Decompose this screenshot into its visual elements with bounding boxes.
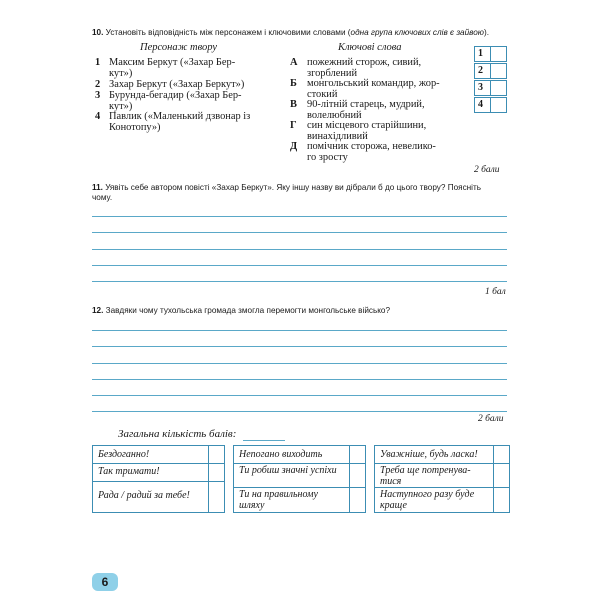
- answer-line[interactable]: [92, 395, 507, 396]
- feedback-option: Так тримати!: [98, 466, 160, 477]
- feedback-checkbox[interactable]: [209, 446, 225, 463]
- feedback-option: Ти на правильному шляху: [239, 489, 318, 511]
- feedback-option: Наступного разу буде краще: [380, 489, 475, 511]
- keyword-item: В 90-літній старець, мудрий, волелюбний: [290, 99, 425, 121]
- answer-line[interactable]: [92, 363, 507, 364]
- answer-row-label: 3: [474, 80, 491, 96]
- feedback-option: Треба ще потренува-тися: [380, 465, 471, 487]
- keyword-item: Б монгольський командир, жор- стокий: [290, 78, 440, 100]
- character-item: 4 Павлик («Маленький дзвонар із Конотопу»): [95, 111, 251, 133]
- keyword-item: Г син місцевого старійшини, винахідливий: [290, 120, 427, 142]
- total-score-field[interactable]: [243, 440, 285, 441]
- feedback-option: Ти робиш значні успіхи: [239, 465, 337, 476]
- feedback-checkbox[interactable]: [350, 464, 366, 487]
- answer-cell[interactable]: [490, 97, 507, 113]
- total-score-label: Загальна кількість балів:: [118, 428, 237, 440]
- feedback-table: [233, 445, 366, 513]
- answer-row-label: 2: [474, 63, 491, 79]
- answer-line[interactable]: [92, 216, 507, 217]
- q12-score: 2 бали: [478, 414, 504, 424]
- feedback-option: Уважніше, будь ласка!: [380, 449, 478, 460]
- q10-column-keywords: Ключові слова: [338, 42, 402, 53]
- q11-prompt: 11. Уявіть себе автором повісті «Захар Беркут». Яку іншу назву ви дібрали б до цього твору? Поясніть чому.: [92, 183, 482, 202]
- feedback-checkbox[interactable]: [209, 482, 225, 512]
- answer-cell[interactable]: [490, 80, 507, 96]
- page-number: 6: [92, 573, 118, 591]
- feedback-checkbox[interactable]: [350, 488, 366, 512]
- answer-line[interactable]: [92, 379, 507, 380]
- answer-line[interactable]: [92, 411, 507, 412]
- character-item: 2 Захар Беркут («Захар Беркут»): [95, 79, 245, 90]
- keyword-item: Д помічник сторожа, невелико- го зросту: [290, 141, 436, 163]
- answer-cell[interactable]: [490, 63, 507, 79]
- answer-line[interactable]: [92, 330, 507, 331]
- q12-prompt: 12. Завдяки чому тухольська громада змогла перемогти монгольське військо?: [92, 306, 391, 315]
- q10-column-characters: Персонаж твору: [140, 42, 218, 53]
- answer-line[interactable]: [92, 281, 507, 282]
- character-item: 3 Бурунда-бегадир («Захар Бер- кут»): [95, 90, 242, 112]
- feedback-checkbox[interactable]: [494, 446, 510, 463]
- answer-line[interactable]: [92, 346, 507, 347]
- feedback-checkbox[interactable]: [494, 464, 510, 487]
- keyword-item: А пожежний сторож, сивий, згорблений: [290, 57, 422, 79]
- feedback-table: [92, 445, 225, 513]
- answer-cell[interactable]: [490, 46, 507, 62]
- q10-prompt: 10. Установіть відповідність між персонажем і ключовими словами (одна група ключових слів є зайвою).: [92, 28, 489, 37]
- character-item: 1 Максим Беркут («Захар Бер- кут»): [95, 57, 236, 79]
- answer-grid: [474, 46, 510, 116]
- q10-score: 2 бали: [474, 165, 500, 175]
- feedback-option: Рада / радий за тебе!: [98, 490, 190, 501]
- answer-line[interactable]: [92, 265, 507, 266]
- answer-line[interactable]: [92, 249, 507, 250]
- feedback-checkbox[interactable]: [494, 488, 510, 512]
- feedback-checkbox[interactable]: [350, 446, 366, 463]
- feedback-option: Непогано виходить: [239, 449, 323, 460]
- feedback-checkbox[interactable]: [209, 464, 225, 481]
- q11-score: 1 бал: [485, 287, 506, 297]
- answer-row-label: 4: [474, 97, 491, 113]
- feedback-option: Бездоганно!: [98, 449, 150, 460]
- answer-row-label: 1: [474, 46, 491, 62]
- feedback-table: [374, 445, 510, 513]
- answer-line[interactable]: [92, 232, 507, 233]
